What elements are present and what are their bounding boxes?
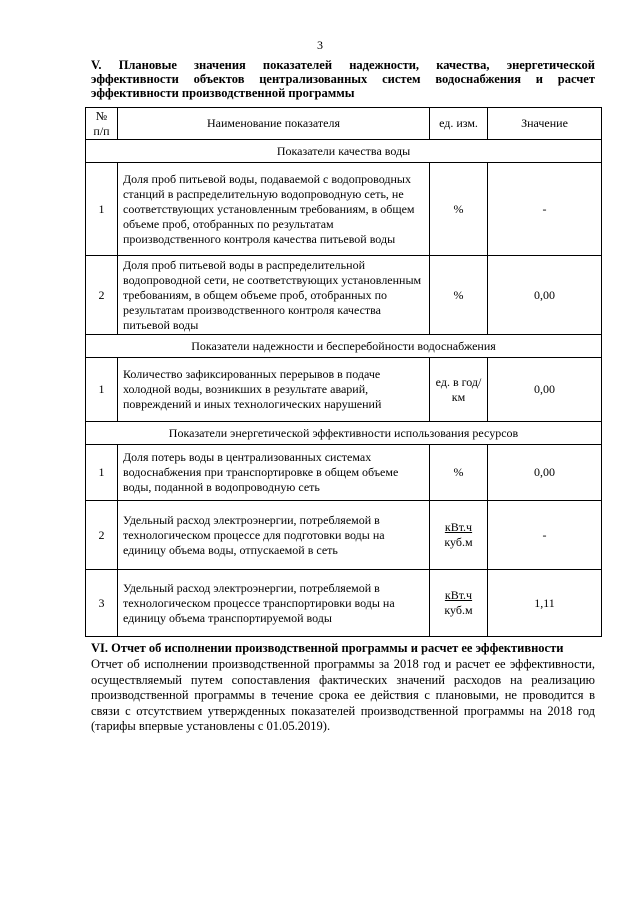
section-6-title: VI. Отчет об исполнении производственной программы и расчет ее эффективности bbox=[91, 641, 564, 655]
row-num: 1 bbox=[86, 445, 118, 501]
row-name: Доля проб питьевой воды в распределительной водопроводной сети, не соответствующих установленным требованиям, в общем объеме проб, отобранных по результатам производственного контроля качества питьевой воды bbox=[118, 256, 430, 335]
group-row-reliability bbox=[86, 335, 602, 358]
table-row bbox=[86, 570, 602, 637]
row-unit bbox=[430, 570, 488, 637]
row-name: Удельный расход электроэнергии, потребляемой в технологическом процессе транспортировки воды на единицу объема транспортируемой воды bbox=[118, 570, 430, 637]
unit-denominator: куб.м bbox=[444, 603, 473, 617]
header-num: № п/п bbox=[86, 108, 118, 140]
group-title-quality: Показатели качества воды bbox=[86, 140, 602, 163]
group-row-energy bbox=[86, 422, 602, 445]
table-row bbox=[86, 501, 602, 570]
table-row bbox=[86, 256, 602, 335]
group-row-quality bbox=[86, 140, 602, 163]
row-unit: % bbox=[430, 163, 488, 256]
row-unit: % bbox=[430, 445, 488, 501]
header-unit: ед. изм. bbox=[430, 108, 488, 140]
unit-fraction bbox=[444, 588, 472, 618]
row-num: 1 bbox=[86, 163, 118, 256]
row-num: 2 bbox=[86, 501, 118, 570]
table-header-row bbox=[86, 108, 602, 140]
row-value: - bbox=[488, 163, 602, 256]
section-6-body: Отчет об исполнении производственной программы за 2018 год и расчет ее эффективности, осуществляемый путем сопоставления фактических значений расходов на реализацию производственной программы в течение срока ее действия с плановыми, не проводится в связи с отсутствием утвержденных показателей производственной программы на 2018 год (тарифы впервые установлены с 01.05.2019). bbox=[91, 657, 595, 733]
table-row bbox=[86, 163, 602, 256]
section-5-title: V. Плановые значения показателей надежности, качества, энергетической эффективности объектов централизованных систем водоснабжения и расчет эффективности производственной программы bbox=[91, 58, 595, 100]
row-num: 1 bbox=[86, 358, 118, 422]
table-row bbox=[86, 358, 602, 422]
header-name: Наименование показателя bbox=[118, 108, 430, 140]
group-title-reliability: Показатели надежности и бесперебойности водоснабжения bbox=[86, 335, 602, 358]
row-num: 2 bbox=[86, 256, 118, 335]
unit-fraction bbox=[444, 520, 472, 550]
row-unit: ед. в год/ км bbox=[430, 358, 488, 422]
row-unit bbox=[430, 501, 488, 570]
row-value: 0,00 bbox=[488, 256, 602, 335]
unit-denominator: куб.м bbox=[444, 535, 473, 549]
unit-numerator: кВт.ч bbox=[444, 520, 473, 534]
indicators-table bbox=[85, 107, 602, 637]
header-value: Значение bbox=[488, 108, 602, 140]
row-value: - bbox=[488, 501, 602, 570]
row-name: Удельный расход электроэнергии, потребляемой в технологическом процессе для подготовки воды на единицу объема воды, отпускаемой в сеть bbox=[118, 501, 430, 570]
row-value: 0,00 bbox=[488, 358, 602, 422]
page-number: 3 bbox=[317, 38, 323, 52]
row-unit: % bbox=[430, 256, 488, 335]
unit-numerator: кВт.ч bbox=[444, 588, 473, 602]
row-name: Доля потерь воды в централизованных системах водоснабжения при транспортировке в общем объеме воды, поданной в водопроводную сеть bbox=[118, 445, 430, 501]
row-num: 3 bbox=[86, 570, 118, 637]
group-title-energy: Показатели энергетической эффективности использования ресурсов bbox=[86, 422, 602, 445]
row-name: Доля проб питьевой воды, подаваемой с водопроводных станций в распределительную водопроводную сеть, не соответствующих установленным требованиям, в общем объеме проб, отобранных по результатам производственного контроля качества питьевой воды bbox=[118, 163, 430, 256]
table-row bbox=[86, 445, 602, 501]
row-value: 0,00 bbox=[488, 445, 602, 501]
row-value: 1,11 bbox=[488, 570, 602, 637]
row-name: Количество зафиксированных перерывов в подаче холодной воды, возникших в результате аварий, повреждений и иных технологических нарушений bbox=[118, 358, 430, 422]
